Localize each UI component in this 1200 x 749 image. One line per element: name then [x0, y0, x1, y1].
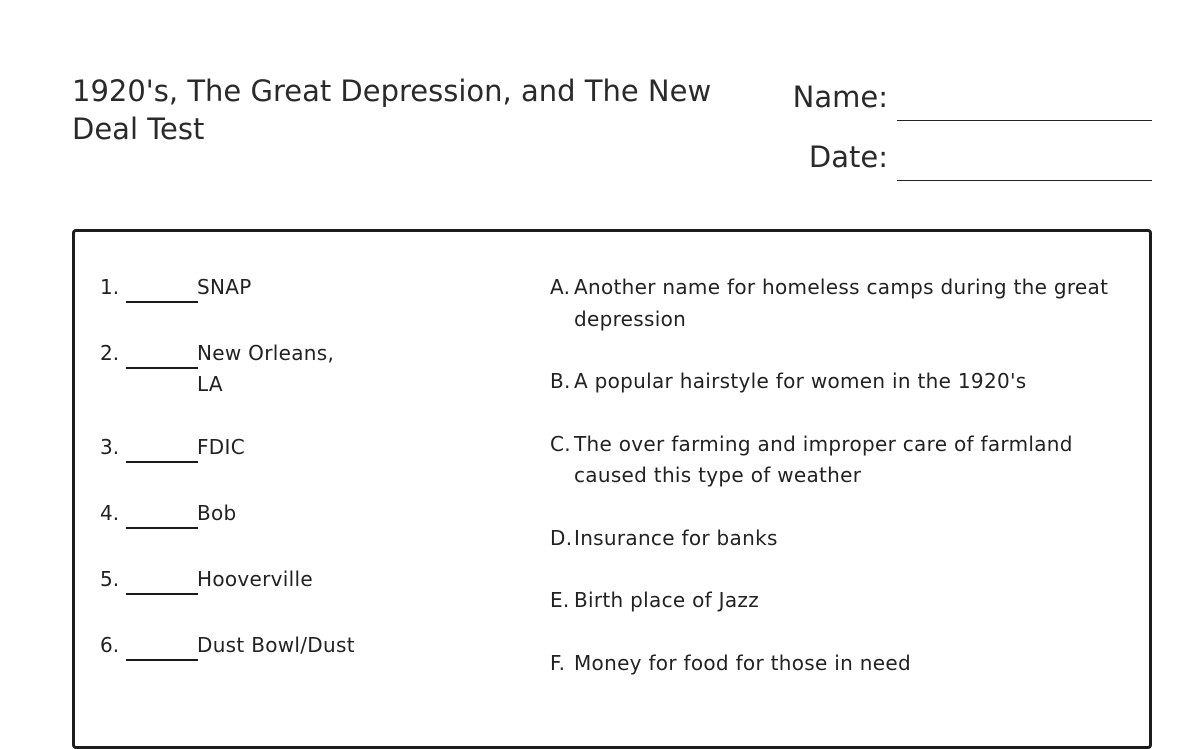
question-number: 5.: [100, 567, 120, 591]
answer-text: A popular hairstyle for women in the 1920's: [574, 369, 1027, 393]
name-row: [760, 72, 1152, 122]
question-number: 3.: [100, 435, 120, 459]
question-item: [100, 272, 520, 338]
answer-letter: F.: [550, 650, 566, 675]
question-term: New Orleans, LA: [197, 341, 335, 396]
question-number: 6.: [100, 633, 120, 657]
question-number: 2.: [100, 341, 120, 365]
answer-letter: C.: [550, 431, 571, 456]
answer-text: Money for food for those in need: [574, 650, 911, 675]
question-item: [100, 498, 520, 564]
date-row: [760, 132, 1152, 182]
question-item: [100, 432, 520, 498]
answer-item: [550, 648, 1110, 680]
answer-item: [550, 585, 1110, 617]
question-number: 4.: [100, 501, 120, 525]
question-term: Dust Bowl/Dust: [197, 633, 355, 657]
question-number: 1.: [100, 275, 120, 299]
question-term: Bob: [197, 501, 237, 525]
question-item: [100, 630, 520, 696]
answer-blank[interactable]: [126, 301, 198, 303]
answer-blank[interactable]: [126, 659, 198, 661]
date-blank-line[interactable]: [897, 180, 1152, 181]
answer-blank[interactable]: [126, 593, 198, 595]
test-title: 1920's, The Great Depression, and The New Deal Test: [72, 74, 712, 146]
question-item: [100, 338, 520, 432]
name-blank-line[interactable]: [897, 120, 1152, 121]
answer-text: Insurance for banks: [574, 525, 778, 550]
answer-text: Birth place of Jazz: [574, 588, 760, 612]
answer-text: Another name for homeless camps during the great depression: [574, 275, 1109, 331]
answer-letter: B.: [550, 369, 571, 393]
question-term: SNAP: [197, 275, 252, 299]
answer-item: [550, 523, 1110, 555]
matching-box: [72, 229, 1152, 749]
answer-blank[interactable]: [126, 527, 198, 529]
answer-letter: D.: [550, 525, 573, 550]
name-label: Name:: [792, 80, 888, 114]
answer-letter: A.: [550, 275, 571, 299]
question-list: [100, 272, 520, 696]
question-item: [100, 564, 520, 630]
question-term: Hooverville: [197, 567, 313, 591]
date-label: Date:: [808, 140, 888, 174]
answer-item: [550, 272, 1110, 335]
answer-blank[interactable]: [126, 461, 198, 463]
answer-letter: E.: [550, 588, 570, 612]
answer-text: The over farming and improper care of farmland caused this type of weather: [574, 431, 1073, 487]
answer-item: [550, 366, 1110, 398]
answer-item: [550, 429, 1110, 492]
answer-list: [550, 272, 1110, 710]
answer-blank[interactable]: [126, 367, 198, 369]
question-term: FDIC: [197, 435, 245, 459]
